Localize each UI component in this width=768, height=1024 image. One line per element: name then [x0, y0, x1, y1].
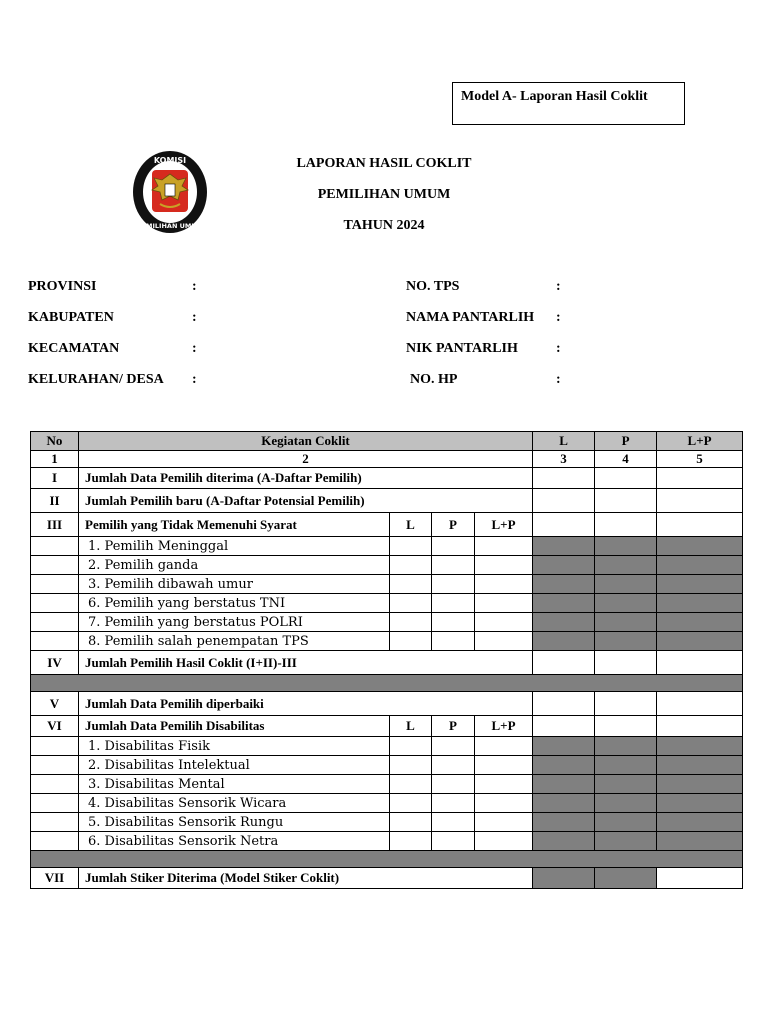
- list-item: 2. Pemilih ganda: [79, 556, 390, 575]
- input-cell[interactable]: [657, 692, 743, 716]
- table-row: [31, 716, 743, 737]
- row-label: Pemilih yang Tidak Memenuhi Syarat: [79, 513, 390, 537]
- kecamatan-label: KECAMATAN: [28, 341, 120, 356]
- input-cell[interactable]: [390, 775, 432, 794]
- separator-row: [31, 851, 743, 868]
- input-cell[interactable]: [475, 832, 533, 851]
- list-item: 3. Pemilih dibawah umur: [79, 575, 390, 594]
- input-cell[interactable]: [432, 594, 475, 613]
- table-row: [31, 692, 743, 716]
- row-label: Jumlah Data Pemilih diperbaiki: [79, 692, 533, 716]
- input-cell[interactable]: [475, 556, 533, 575]
- input-cell[interactable]: [432, 575, 475, 594]
- kabupaten-colon: :: [192, 310, 197, 325]
- row-label: Jumlah Data Pemilih Disabilitas: [79, 716, 390, 737]
- kecamatan-colon: :: [192, 341, 197, 356]
- header-no: No: [31, 432, 79, 451]
- input-cell[interactable]: [475, 537, 533, 556]
- list-item: 1. Pemilih Meninggal: [79, 537, 390, 556]
- sub-header-lp: L+P: [475, 513, 533, 537]
- input-cell[interactable]: [432, 794, 475, 813]
- table-row: [31, 651, 743, 675]
- list-item: 7. Pemilih yang berstatus POLRI: [79, 613, 390, 632]
- input-cell[interactable]: [475, 737, 533, 756]
- table-row: [31, 513, 743, 537]
- list-item: 1. Disabilitas Fisik: [79, 737, 390, 756]
- sub-header-p: P: [432, 513, 475, 537]
- table-row: [31, 794, 743, 813]
- list-item: 3. Disabilitas Mental: [79, 775, 390, 794]
- table-row: [31, 756, 743, 775]
- separator-row: [31, 675, 743, 692]
- row-number: III: [31, 513, 79, 537]
- sub-header-l: L: [390, 513, 432, 537]
- column-number-row: [31, 451, 743, 468]
- row-number: VII: [31, 868, 79, 889]
- table-row: [31, 832, 743, 851]
- row-label: Jumlah Data Pemilih diterima (A-Daftar Pemilih): [79, 468, 533, 489]
- input-cell[interactable]: [432, 613, 475, 632]
- list-item: 6. Disabilitas Sensorik Netra: [79, 832, 390, 851]
- input-cell[interactable]: [432, 813, 475, 832]
- sub-header-p: P: [432, 716, 475, 737]
- header-kegiatan: Kegiatan Coklit: [79, 432, 533, 451]
- input-cell[interactable]: [657, 489, 743, 513]
- input-cell[interactable]: [475, 794, 533, 813]
- column-number: 5: [657, 451, 743, 468]
- nama-pantarlih-colon: :: [556, 310, 561, 325]
- input-cell[interactable]: [390, 556, 432, 575]
- table-row: [31, 632, 743, 651]
- list-item: 8. Pemilih salah penempatan TPS: [79, 632, 390, 651]
- table-row: [31, 537, 743, 556]
- input-cell[interactable]: [533, 651, 595, 675]
- kelurahan-label: KELURAHAN/ DESA: [28, 372, 164, 387]
- sub-header-l: L: [390, 716, 432, 737]
- input-cell[interactable]: [390, 632, 432, 651]
- logo-bottom-text: PEMILIHAN UMUM: [136, 222, 204, 230]
- column-number: 3: [533, 451, 595, 468]
- provinsi-colon: :: [192, 279, 197, 294]
- table-row: [31, 813, 743, 832]
- model-label: Model A- Laporan Hasil Coklit: [461, 89, 648, 104]
- row-number: VI: [31, 716, 79, 737]
- input-cell[interactable]: [390, 794, 432, 813]
- input-cell[interactable]: [390, 613, 432, 632]
- input-cell[interactable]: [390, 537, 432, 556]
- input-cell[interactable]: [533, 692, 595, 716]
- list-item: 5. Disabilitas Sensorik Rungu: [79, 813, 390, 832]
- input-cell[interactable]: [475, 813, 533, 832]
- column-number: 2: [79, 451, 533, 468]
- input-cell[interactable]: [432, 632, 475, 651]
- no-hp-colon: :: [556, 372, 561, 387]
- input-cell[interactable]: [657, 468, 743, 489]
- table-header-row: [31, 432, 743, 451]
- column-number: 4: [595, 451, 657, 468]
- table-row: [31, 489, 743, 513]
- input-cell[interactable]: [390, 756, 432, 775]
- logo-top-text: KOMISI: [153, 156, 187, 165]
- list-item: 6. Pemilih yang berstatus TNI: [79, 594, 390, 613]
- no-tps-label: NO. TPS: [406, 279, 460, 294]
- input-cell[interactable]: [657, 716, 743, 737]
- kelurahan-colon: :: [192, 372, 197, 387]
- input-cell[interactable]: [475, 775, 533, 794]
- input-cell[interactable]: [432, 832, 475, 851]
- nik-pantarlih-label: NIK PANTARLIH: [406, 341, 518, 356]
- report-title: LAPORAN HASIL COKLIT: [296, 156, 472, 171]
- input-cell[interactable]: [475, 632, 533, 651]
- input-cell[interactable]: [595, 692, 657, 716]
- input-cell[interactable]: [432, 775, 475, 794]
- input-cell[interactable]: [390, 575, 432, 594]
- header-l: L: [533, 432, 595, 451]
- input-cell[interactable]: [657, 513, 743, 537]
- input-cell[interactable]: [595, 489, 657, 513]
- input-cell[interactable]: [432, 537, 475, 556]
- row-number: IV: [31, 651, 79, 675]
- input-cell[interactable]: [475, 756, 533, 775]
- input-cell[interactable]: [432, 737, 475, 756]
- table-row: [31, 594, 743, 613]
- input-cell[interactable]: [595, 513, 657, 537]
- row-number: II: [31, 489, 79, 513]
- list-item: 4. Disabilitas Sensorik Wicara: [79, 794, 390, 813]
- input-cell[interactable]: [475, 594, 533, 613]
- table-row: [31, 556, 743, 575]
- input-cell[interactable]: [533, 468, 595, 489]
- sub-header-lp: L+P: [475, 716, 533, 737]
- coklit-report-table: [30, 431, 743, 889]
- no-tps-colon: :: [556, 279, 561, 294]
- row-number: I: [31, 468, 79, 489]
- input-cell[interactable]: [390, 594, 432, 613]
- nik-pantarlih-colon: :: [556, 341, 561, 356]
- input-cell[interactable]: [595, 716, 657, 737]
- list-item: 2. Disabilitas Intelektual: [79, 756, 390, 775]
- input-cell[interactable]: [432, 556, 475, 575]
- column-number: 1: [31, 451, 79, 468]
- table-row: [31, 468, 743, 489]
- table-row: [31, 737, 743, 756]
- report-year: TAHUN 2024: [343, 218, 425, 233]
- input-cell[interactable]: [432, 756, 475, 775]
- row-label: Jumlah Pemilih Hasil Coklit (I+II)-III: [79, 651, 533, 675]
- kabupaten-label: KABUPATEN: [28, 310, 114, 325]
- table-row: [31, 868, 743, 889]
- table-row: [31, 775, 743, 794]
- input-cell[interactable]: [533, 716, 595, 737]
- input-cell[interactable]: [533, 489, 595, 513]
- table-row: [31, 575, 743, 594]
- input-cell[interactable]: [475, 613, 533, 632]
- input-cell[interactable]: [595, 468, 657, 489]
- input-cell[interactable]: [390, 832, 432, 851]
- input-cell[interactable]: [475, 575, 533, 594]
- row-number: V: [31, 692, 79, 716]
- row-label: Jumlah Pemilih baru (A-Daftar Potensial Pemilih): [79, 489, 533, 513]
- row-label: Jumlah Stiker Diterima (Model Stiker Coklit): [79, 868, 533, 889]
- model-label-box: [452, 82, 685, 125]
- header-lp: L+P: [657, 432, 743, 451]
- input-cell[interactable]: [390, 737, 432, 756]
- input-cell[interactable]: [390, 813, 432, 832]
- report-subtitle: PEMILIHAN UMUM: [317, 187, 451, 202]
- input-cell[interactable]: [533, 513, 595, 537]
- input-cell[interactable]: [657, 868, 743, 889]
- no-hp-label: NO. HP: [410, 372, 458, 387]
- table-row: [31, 613, 743, 632]
- provinsi-label: PROVINSI: [28, 279, 97, 294]
- input-cell[interactable]: [657, 651, 743, 675]
- header-p: P: [595, 432, 657, 451]
- input-cell[interactable]: [595, 651, 657, 675]
- nama-pantarlih-label: NAMA PANTARLIH: [406, 310, 535, 325]
